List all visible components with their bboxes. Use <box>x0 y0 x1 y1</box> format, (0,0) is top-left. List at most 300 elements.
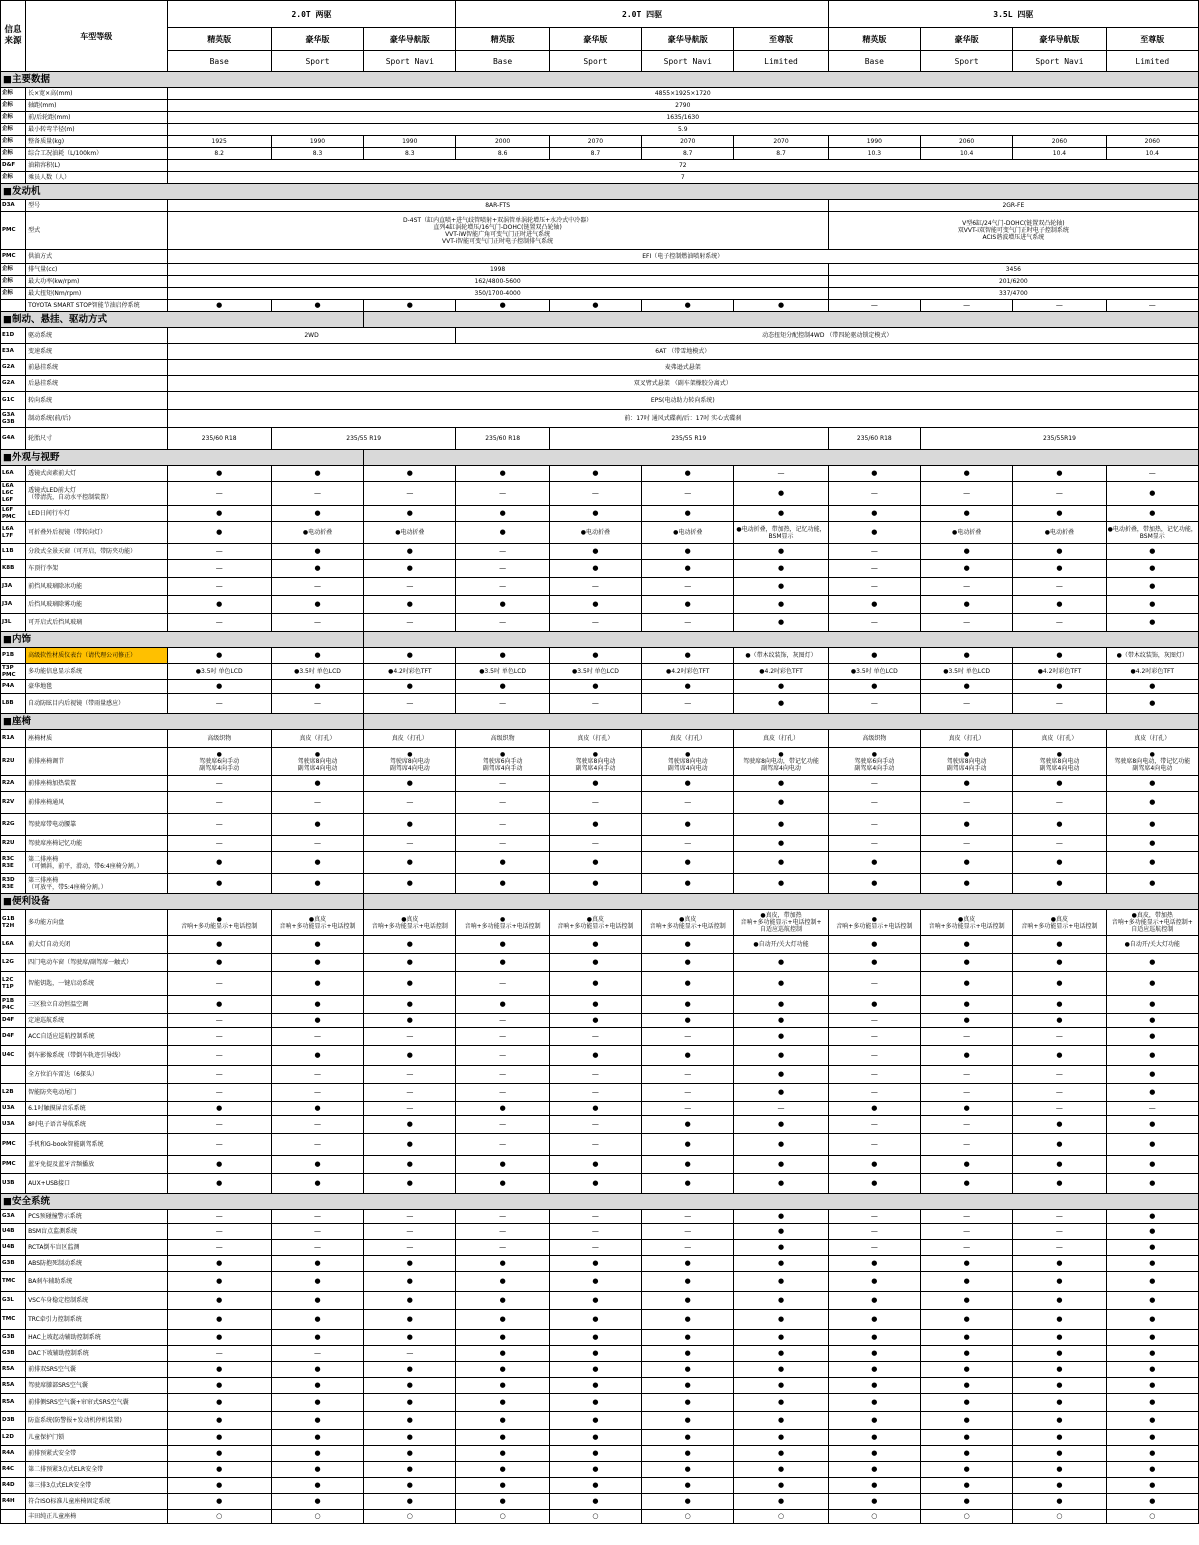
spec-value: ● <box>549 466 641 482</box>
spec-value: — <box>920 1084 1012 1102</box>
section-title: ■安全系统 <box>1 1194 1199 1210</box>
spec-value: — <box>364 1210 456 1224</box>
spec-value: ● <box>642 776 734 792</box>
spec-value: ● <box>549 954 641 972</box>
spec-value: — <box>271 1116 363 1134</box>
spec-value: — <box>271 1028 363 1046</box>
spec-value: ● <box>549 1412 641 1430</box>
spec-value: ● <box>734 680 828 694</box>
spec-value: ● 驾驶席6向手动 副驾席4向手动 <box>828 748 920 776</box>
spec-value: ● <box>734 1310 828 1330</box>
spec-value: ● <box>271 852 363 874</box>
spec-source: L1B <box>1 544 26 560</box>
spec-row <box>1 1462 1199 1478</box>
spec-value: — <box>1106 300 1198 312</box>
trim-name: 豪华导航版 <box>364 28 456 51</box>
spec-row <box>1 212 1199 250</box>
spec-value: — <box>456 1066 549 1084</box>
spec-value: ● <box>642 1156 734 1174</box>
spec-value: ● <box>1013 852 1106 874</box>
spec-value: ● <box>1106 1478 1198 1494</box>
spec-value: ● <box>1106 874 1198 894</box>
spec-value: — <box>920 1028 1012 1046</box>
spec-value: ● <box>364 1494 456 1510</box>
spec-value: ● <box>1106 596 1198 614</box>
spec-item-label: 丰田纯正儿童座椅 <box>26 1510 167 1524</box>
spec-value: ● <box>1013 596 1106 614</box>
spec-value: — <box>642 792 734 814</box>
spec-value: ● <box>167 596 271 614</box>
spec-value: ● <box>456 1494 549 1510</box>
spec-value: ● <box>1106 1430 1198 1446</box>
spec-value: ● 驾驶席6向手动 副驾席4向手动 <box>456 748 549 776</box>
spec-value: — <box>167 1116 271 1134</box>
spec-value: ● <box>734 1330 828 1346</box>
spec-source: 企标 <box>1 100 26 112</box>
spec-item-label: 可折叠外后视镜（带转向灯） <box>26 522 167 544</box>
spec-value: EPS(电动助力转向系统) <box>167 392 1198 410</box>
trim-name: 精英版 <box>828 28 920 51</box>
spec-value: ● <box>1013 1256 1106 1272</box>
spec-row <box>1 136 1199 148</box>
spec-value: 235/55 R19 <box>271 428 456 450</box>
spec-value: — <box>364 792 456 814</box>
spec-value: ● <box>167 874 271 894</box>
spec-value: ●真皮 音响+多功能显示+电话控制 <box>549 910 641 936</box>
spec-value: ● <box>1013 996 1106 1014</box>
spec-value: — <box>828 1210 920 1224</box>
spec-row <box>1 1046 1199 1066</box>
spec-value: 337/4700 <box>828 288 1198 300</box>
spec-value: — <box>456 544 549 560</box>
spec-value: ● <box>642 1256 734 1272</box>
spec-value: ● <box>642 1014 734 1028</box>
header-row-trims <box>1 28 1199 51</box>
spec-value: ● <box>734 1346 828 1362</box>
spec-source <box>1 1066 26 1084</box>
spec-value: ● <box>1106 680 1198 694</box>
spec-value: ● <box>920 852 1012 874</box>
spec-value: ● <box>549 1310 641 1330</box>
spec-item-label: 定速巡航系统 <box>26 1014 167 1028</box>
spec-row <box>1 614 1199 632</box>
spec-value: ● <box>642 936 734 954</box>
spec-value: ● <box>642 300 734 312</box>
spec-item-label: 前排双SRS空气囊 <box>26 1362 167 1378</box>
spec-value: ● <box>456 1256 549 1272</box>
spec-value: ● <box>734 972 828 996</box>
spec-value: — <box>271 614 363 632</box>
spec-value: — <box>167 776 271 792</box>
header-row-groups <box>1 1 1199 28</box>
spec-item-label: 6.1吋触摸屏音乐系统 <box>26 1102 167 1116</box>
spec-item-label: 多功能方向盘 <box>26 910 167 936</box>
spec-source: L6F PMC <box>1 506 26 522</box>
spec-value: ●电动折叠，带加热，记忆功能，BSM显示 <box>734 522 828 544</box>
spec-value: ○ <box>271 1510 363 1524</box>
spec-value: ● <box>734 1084 828 1102</box>
spec-value: ● <box>1013 1378 1106 1394</box>
section-header-row <box>1 312 1199 328</box>
spec-value: ● <box>549 300 641 312</box>
spec-item-label: DAC下坡辅助控制系统 <box>26 1346 167 1362</box>
spec-value: ● <box>920 1430 1012 1446</box>
spec-item-label: 驾驶席膝部SRS空气囊 <box>26 1378 167 1394</box>
spec-value: 1990 <box>271 136 363 148</box>
spec-value: 2060 <box>1013 136 1106 148</box>
spec-value: — <box>456 1116 549 1134</box>
spec-value: ● <box>642 506 734 522</box>
section-header-row <box>1 714 1199 730</box>
spec-value: ●真皮 音响+多功能显示+电话控制 <box>271 910 363 936</box>
spec-row <box>1 1272 1199 1292</box>
spec-value: ●真皮 音响+多功能显示+电话控制 <box>920 910 1012 936</box>
trim-name: 精英版 <box>167 28 271 51</box>
spec-value: ● <box>1013 1272 1106 1292</box>
spec-value: 8.6 <box>456 148 549 160</box>
spec-value: — <box>1106 1102 1198 1116</box>
spec-value: ● <box>1013 1156 1106 1174</box>
spec-value: ● <box>271 1412 363 1430</box>
spec-value: ● <box>271 1430 363 1446</box>
spec-value: ●4.2吋彩色TFT <box>1106 664 1198 680</box>
spec-value: ● <box>456 852 549 874</box>
spec-value: ● <box>920 1446 1012 1462</box>
spec-value: ● <box>549 1156 641 1174</box>
spec-item-label: 豪华地毯 <box>26 680 167 694</box>
spec-source: L6A L7F <box>1 522 26 544</box>
trim-name: 豪华导航版 <box>1013 28 1106 51</box>
spec-value: V型6缸/24气门-DOHC(链置双凸轮轴) 双VVT-i双智能可变气门正时电子控制系统 ACIS谐波增压进气系统 <box>828 212 1198 250</box>
spec-value: ● <box>1106 1494 1198 1510</box>
spec-value: ● <box>920 680 1012 694</box>
spec-value: ● <box>364 996 456 1014</box>
spec-value: ● <box>271 954 363 972</box>
info-source-header: 信息 来源 <box>1 1 26 72</box>
spec-item-label: PCS预碰撞警示系统 <box>26 1210 167 1224</box>
spec-row <box>1 1446 1199 1462</box>
spec-value: — <box>167 792 271 814</box>
header-row-codes <box>1 51 1199 72</box>
spec-value: ● <box>271 1046 363 1066</box>
spec-source: R2U <box>1 836 26 852</box>
spec-source: G3B <box>1 1346 26 1362</box>
spec-row <box>1 112 1199 124</box>
spec-value: ○ <box>828 1510 920 1524</box>
spec-value: ● <box>734 1378 828 1394</box>
spec-value: ● <box>1106 1240 1198 1256</box>
spec-value: ● <box>734 1446 828 1462</box>
trim-code: Base <box>828 51 920 72</box>
spec-value: ● <box>1106 578 1198 596</box>
spec-item-label: 三区独立自动恒温空调 <box>26 996 167 1014</box>
spec-value: ● <box>920 936 1012 954</box>
spec-value: ● <box>1106 996 1198 1014</box>
spec-value: ● <box>549 1272 641 1292</box>
spec-row <box>1 1330 1199 1346</box>
spec-value: ● <box>1106 544 1198 560</box>
trim-code: Base <box>456 51 549 72</box>
spec-value: ● <box>549 506 641 522</box>
spec-row <box>1 1240 1199 1256</box>
spec-value: ● 驾驶席8向电动 副驾席4向电动 <box>271 748 363 776</box>
spec-value: ● <box>734 544 828 560</box>
spec-value: ● <box>920 544 1012 560</box>
spec-value: EFI（电子控制燃油喷射系统） <box>167 250 1198 264</box>
spec-value: ●4.2吋彩色TFT <box>364 664 456 680</box>
spec-value: — <box>271 836 363 852</box>
spec-value: ● <box>167 1292 271 1310</box>
spec-value: ● <box>549 972 641 996</box>
spec-value: ● <box>1013 1394 1106 1412</box>
spec-value: ● <box>828 1412 920 1430</box>
spec-value: ● <box>1013 1310 1106 1330</box>
spec-value: ● <box>642 1430 734 1446</box>
spec-value: ●3.5吋 单色LCD <box>828 664 920 680</box>
spec-value: ● <box>734 694 828 714</box>
spec-value: 2GR-FE <box>828 200 1198 212</box>
spec-row <box>1 1430 1199 1446</box>
spec-item-label: 符合ISO标准儿童座椅固定系统 <box>26 1494 167 1510</box>
spec-value: ● <box>167 1412 271 1430</box>
spec-row <box>1 936 1199 954</box>
spec-value: ● <box>364 972 456 996</box>
spec-value: ● <box>167 300 271 312</box>
spec-value: — <box>1013 614 1106 632</box>
spec-value: 真皮（打孔） <box>271 730 363 748</box>
spec-value: ● <box>271 544 363 560</box>
spec-value: ● <box>1106 1156 1198 1174</box>
spec-value: 2070 <box>642 136 734 148</box>
spec-row <box>1 344 1199 360</box>
spec-item-label: 第二排预紧3点式ELR安全带 <box>26 1462 167 1478</box>
spec-item-label: 后挡风玻璃除雾功能 <box>26 596 167 614</box>
spec-value: — <box>364 1066 456 1084</box>
spec-value: ● <box>1013 1346 1106 1362</box>
spec-value: 10.4 <box>1106 148 1198 160</box>
spec-value: — <box>167 972 271 996</box>
spec-value: ● <box>456 1346 549 1362</box>
spec-source: R3C R3E <box>1 852 26 874</box>
spec-value: ● <box>456 1394 549 1412</box>
spec-value: ● <box>920 1102 1012 1116</box>
spec-value: ● <box>549 1292 641 1310</box>
section-filler <box>364 312 1199 328</box>
spec-value: — <box>167 1346 271 1362</box>
spec-value: ● <box>456 1430 549 1446</box>
spec-source: L2B <box>1 1084 26 1102</box>
spec-value: ○ <box>167 1510 271 1524</box>
spec-value: ● <box>734 1430 828 1446</box>
spec-value: ● <box>828 1446 920 1462</box>
spec-value: 350/1700-4000 <box>167 288 828 300</box>
spec-row <box>1 506 1199 522</box>
spec-row <box>1 972 1199 996</box>
spec-value: ● <box>1106 1014 1198 1028</box>
spec-source: L2G <box>1 954 26 972</box>
spec-value: ● <box>734 852 828 874</box>
spec-value: ● <box>167 522 271 544</box>
spec-value: ● <box>167 1446 271 1462</box>
spec-source: T3P PMC <box>1 664 26 680</box>
spec-value: — <box>167 694 271 714</box>
spec-value: ● <box>1106 1346 1198 1362</box>
spec-value: ● <box>734 1046 828 1066</box>
spec-source: G1C <box>1 392 26 410</box>
spec-value: — <box>456 482 549 506</box>
spec-value: ● <box>1106 1210 1198 1224</box>
spec-value: ● <box>456 680 549 694</box>
spec-value: ● <box>271 648 363 664</box>
spec-value: ● <box>271 596 363 614</box>
spec-value: ● <box>642 1394 734 1412</box>
spec-source: G3B <box>1 1330 26 1346</box>
section-title: ■内饰 <box>1 632 364 648</box>
spec-value: — <box>828 482 920 506</box>
spec-value: ● <box>734 506 828 522</box>
spec-value: ● 音响+多功能显示+电话控制 <box>456 910 549 936</box>
spec-value: — <box>456 1240 549 1256</box>
spec-item-label: 驾驶席带电动腰靠 <box>26 814 167 836</box>
spec-value: ● <box>1106 972 1198 996</box>
section-filler <box>364 714 1199 730</box>
spec-value: ● <box>642 954 734 972</box>
spec-value: D-4ST（缸内直喷+进气歧管喷射+双涡管单涡轮增压+水冷式中冷器） 直列4缸涡轮增压/16气门-DOHC(链置双凸轮轴) VVT-iW智能广角可变气门正时进气系统 VVT-i智能可变气门正时电子控制排气系统 <box>167 212 828 250</box>
spec-value: ● <box>828 506 920 522</box>
spec-value: ●自动开/关大灯功能 <box>1106 936 1198 954</box>
spec-value: ● <box>828 996 920 1014</box>
spec-value: 2790 <box>167 100 1198 112</box>
section-title: ■座椅 <box>1 714 364 730</box>
spec-item-label: 前挡风玻璃除冰功能 <box>26 578 167 596</box>
spec-row <box>1 694 1199 714</box>
spec-value: ● <box>734 596 828 614</box>
spec-value: ○ <box>456 1510 549 1524</box>
spec-item-label: 轮胎尺寸 <box>26 428 167 450</box>
spec-value: ●真皮 音响+多功能显示+电话控制 <box>642 910 734 936</box>
spec-value: 8.2 <box>167 148 271 160</box>
spec-value: ● <box>734 1156 828 1174</box>
spec-value: ● <box>1106 814 1198 836</box>
spec-value: ● <box>920 466 1012 482</box>
spec-value: ● <box>828 936 920 954</box>
spec-value: ● <box>1013 1330 1106 1346</box>
spec-value: ●3.5吋 单色LCD <box>920 664 1012 680</box>
spec-value: — <box>271 578 363 596</box>
spec-value: — <box>456 1224 549 1240</box>
spec-row <box>1 428 1199 450</box>
spec-value: ● <box>271 680 363 694</box>
spec-value: 1990 <box>828 136 920 148</box>
section-title: ■发动机 <box>1 184 1199 200</box>
spec-value: — <box>549 1210 641 1224</box>
spec-row <box>1 648 1199 664</box>
spec-item-label: LED日间行车灯 <box>26 506 167 522</box>
spec-row <box>1 664 1199 680</box>
section-title: ■主要数据 <box>1 72 1199 88</box>
spec-value: ●真皮 音响+多功能显示+电话控制 <box>1013 910 1106 936</box>
spec-source: U3B <box>1 1174 26 1194</box>
spec-value: ● <box>271 1362 363 1378</box>
spec-value: ● <box>920 1174 1012 1194</box>
spec-value: — <box>271 1210 363 1224</box>
spec-value: ● <box>549 1330 641 1346</box>
spec-table-body <box>1 1 1199 1524</box>
spec-value: ● <box>642 1046 734 1066</box>
spec-value: — <box>642 1224 734 1240</box>
trim-code: Base <box>167 51 271 72</box>
spec-value: ● <box>1106 1362 1198 1378</box>
spec-value: ● <box>642 1174 734 1194</box>
spec-value: ● <box>271 1102 363 1116</box>
spec-value: ● <box>734 954 828 972</box>
trim-code: Sport <box>271 51 363 72</box>
spec-value: ● <box>364 1292 456 1310</box>
spec-value: ● <box>1106 1330 1198 1346</box>
spec-item-label: 最大功率(kw/rpm) <box>26 276 167 288</box>
spec-value: — <box>828 1240 920 1256</box>
spec-value: ● 驾驶席8向电动 副驾席4向手动 <box>549 748 641 776</box>
spec-value: ● <box>167 1330 271 1346</box>
spec-source: G4A <box>1 428 26 450</box>
spec-value: 72 <box>167 160 1198 172</box>
spec-value: — <box>167 814 271 836</box>
spec-row <box>1 376 1199 392</box>
spec-item-label: 儿童保护门锁 <box>26 1430 167 1446</box>
section-filler <box>364 894 1199 910</box>
spec-value: ● <box>167 1272 271 1292</box>
spec-value: 1998 <box>167 264 828 276</box>
spec-value: 2070 <box>734 136 828 148</box>
spec-item-label: 手机和G-book智能副驾系统 <box>26 1134 167 1156</box>
spec-value: ● <box>734 1134 828 1156</box>
spec-value: ● <box>1106 614 1198 632</box>
spec-value: ● <box>1106 1084 1198 1102</box>
spec-row <box>1 1394 1199 1412</box>
spec-value: 10.3 <box>828 148 920 160</box>
spec-value: — <box>828 578 920 596</box>
spec-source: K8B <box>1 560 26 578</box>
spec-value: ● <box>642 1310 734 1330</box>
spec-value: ● <box>642 874 734 894</box>
spec-value: — <box>828 1116 920 1134</box>
spec-value: ●自动开/关大灯功能 <box>734 936 828 954</box>
spec-value: — <box>364 1084 456 1102</box>
spec-value: ● <box>828 1292 920 1310</box>
spec-value: ● <box>549 814 641 836</box>
spec-item-label: 油箱容积(L) <box>26 160 167 172</box>
spec-value: ● <box>167 1156 271 1174</box>
spec-value: ●电动折叠 <box>920 522 1012 544</box>
spec-value: ● <box>1013 1412 1106 1430</box>
spec-source: D3A <box>1 200 26 212</box>
spec-row <box>1 1256 1199 1272</box>
spec-value: — <box>828 776 920 792</box>
spec-item-label: 车顶行李架 <box>26 560 167 578</box>
spec-row <box>1 1412 1199 1430</box>
spec-source: R2A <box>1 776 26 792</box>
spec-value: — <box>549 1116 641 1134</box>
spec-value: — <box>167 1014 271 1028</box>
spec-value: — <box>1013 1066 1106 1084</box>
spec-value: ● <box>734 1256 828 1272</box>
spec-value: 201/6200 <box>828 276 1198 288</box>
spec-value: 8.3 <box>364 148 456 160</box>
spec-source: G2A <box>1 360 26 376</box>
spec-value: — <box>549 1134 641 1156</box>
spec-value: ●电动折叠 <box>549 522 641 544</box>
spec-value: ● <box>1013 1292 1106 1310</box>
